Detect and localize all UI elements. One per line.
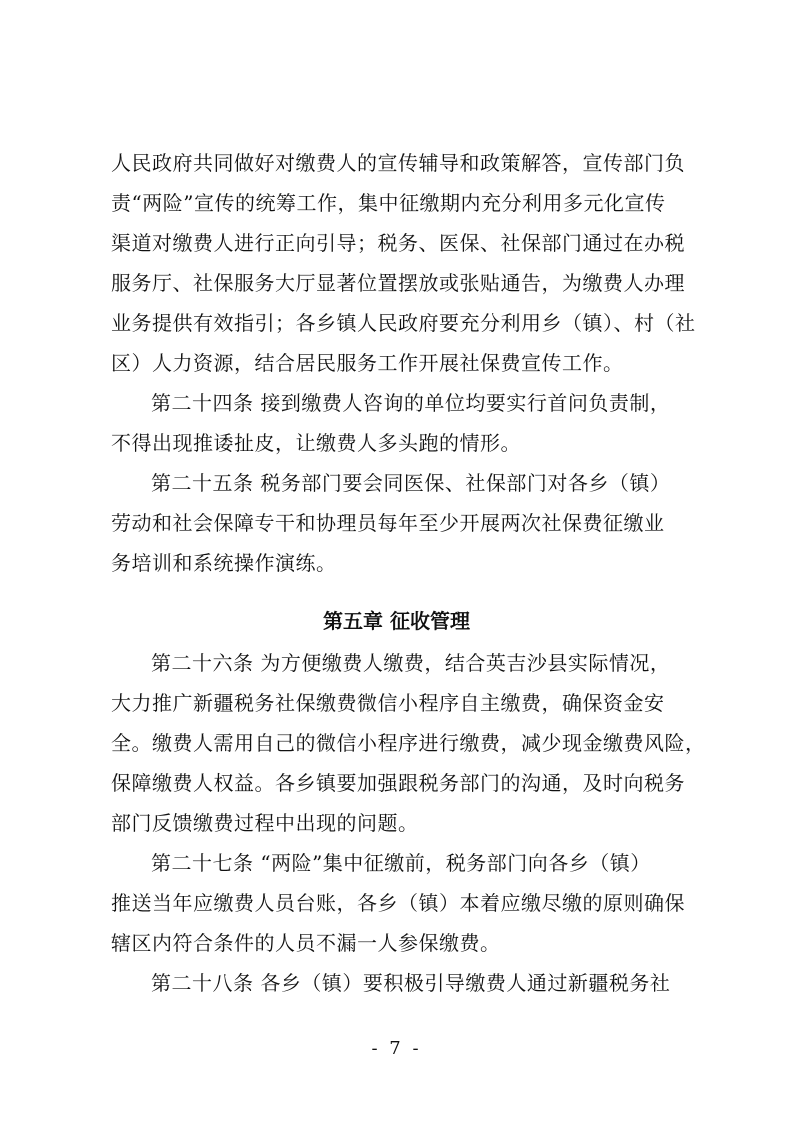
chapter-title: 第五章 征收管理	[323, 609, 470, 633]
article-28-line: 第二十八条 各乡（镇）要积极引导缴费人通过新疆税务社	[151, 971, 671, 995]
text-line: 大力推广新疆税务社保缴费微信小程序自主缴费，确保资金安	[111, 691, 665, 715]
text-line: 服务厅、社保服务大厅显著位置摆放或张贴通告，为缴费人办理	[111, 271, 685, 295]
article-24-line: 第二十四条 接到缴费人咨询的单位均要实行首问负责制，	[151, 391, 671, 415]
text-line: 业务提供有效指引；各乡镇人民政府要充分利用乡（镇）、村（社	[111, 311, 696, 335]
text-line: 劳动和社会保障专干和协理员每年至少开展两次社保费征缴业	[111, 511, 665, 535]
text-line: 务培训和系统操作演练。	[111, 551, 337, 575]
text-line: 保障缴费人权益。各乡镇要加强跟税务部门的沟通，及时向税务	[111, 771, 685, 795]
article-27-line: 第二十七条 “两险”集中征缴前，税务部门向各乡（镇）	[151, 851, 651, 875]
text-line: 部门反馈缴费过程中出现的问题。	[111, 811, 419, 835]
text-line: 推送当年应缴费人员台账，各乡（镇）本着应缴尽缴的原则确保	[111, 891, 685, 915]
text-line: 责“两险”宣传的统筹工作，集中征缴期内充分利用多元化宣传	[111, 191, 666, 215]
text-line: 渠道对缴费人进行正向引导；税务、医保、社保部门通过在办税	[111, 231, 685, 255]
text-line: 区）人力资源，结合居民服务工作开展社保费宣传工作。	[111, 351, 624, 375]
text-line: 全。缴费人需用自己的微信小程序进行缴费，减少现金缴费风险，	[111, 731, 706, 755]
article-25-line: 第二十五条 税务部门要会同医保、社保部门对各乡（镇）	[151, 471, 671, 495]
text-line: 人民政府共同做好对缴费人的宣传辅导和政策解答，宣传部门负	[111, 151, 685, 175]
page-number: - 7 -	[371, 1038, 422, 1059]
article-26-line: 第二十六条 为方便缴费人缴费，结合英吉沙县实际情况，	[151, 651, 671, 675]
text-line: 辖区内符合条件的人员不漏一人参保缴费。	[111, 931, 501, 955]
text-line: 不得出现推诿扯皮，让缴费人多头跑的情形。	[111, 431, 521, 455]
